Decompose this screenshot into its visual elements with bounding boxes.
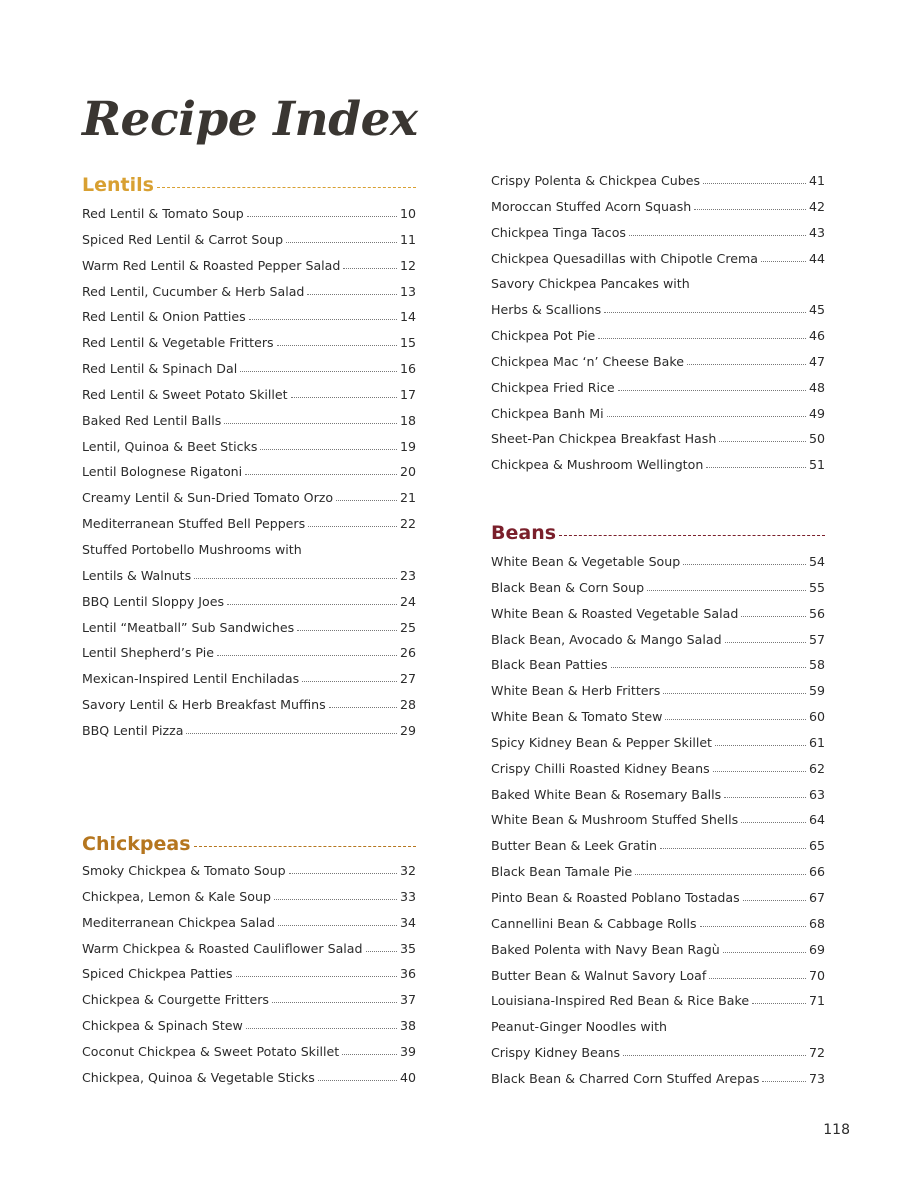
entry-page-number: 68 bbox=[808, 915, 825, 931]
entry-page-number: 15 bbox=[399, 335, 416, 351]
index-entry bbox=[491, 575, 825, 601]
index-entry bbox=[491, 678, 825, 704]
dot-leader bbox=[186, 733, 397, 734]
index-entry bbox=[491, 1040, 825, 1066]
index-entry bbox=[491, 220, 825, 246]
entry-title: White Bean & Herb Fritters bbox=[491, 683, 661, 699]
index-entry bbox=[82, 987, 416, 1013]
entry-page-number: 63 bbox=[808, 786, 825, 802]
beans-section-header bbox=[491, 521, 825, 545]
dot-leader bbox=[278, 925, 397, 926]
entry-title: Chickpea, Quinoa & Vegetable Sticks bbox=[82, 1069, 315, 1085]
entry-title: Black Bean & Corn Soup bbox=[491, 579, 645, 595]
entry-page-number: 36 bbox=[399, 966, 416, 982]
entry-title: Red Lentil & Vegetable Fritters bbox=[82, 335, 274, 351]
index-entry bbox=[82, 563, 416, 589]
index-entry bbox=[82, 884, 416, 910]
index-entry bbox=[491, 652, 825, 678]
entry-title: Mediterranean Stuffed Bell Peppers bbox=[82, 516, 306, 532]
index-entry bbox=[82, 485, 416, 511]
dot-leader bbox=[249, 319, 397, 320]
entry-title: Butter Bean & Walnut Savory Loaf bbox=[491, 967, 707, 983]
dot-leader bbox=[291, 397, 397, 398]
lentils-section bbox=[82, 173, 416, 744]
entry-title: Red Lentil & Spinach Dal bbox=[82, 361, 238, 377]
dot-leader bbox=[660, 848, 806, 849]
index-entry bbox=[491, 323, 825, 349]
entry-page-number: 20 bbox=[399, 464, 416, 480]
index-entry bbox=[82, 537, 416, 563]
entry-title: Pinto Bean & Roasted Poblano Tostadas bbox=[491, 889, 740, 905]
entry-title: Chickpea, Lemon & Kale Soup bbox=[82, 888, 271, 904]
index-entry bbox=[82, 936, 416, 962]
dot-leader bbox=[247, 216, 397, 217]
entry-title: Chickpea & Courgette Fritters bbox=[82, 992, 269, 1008]
entry-title: Crispy Polenta & Chickpea Cubes bbox=[491, 173, 701, 188]
index-entry bbox=[82, 640, 416, 666]
entry-title: Peanut-Ginger Noodles with bbox=[491, 1019, 668, 1035]
index-entry bbox=[82, 1065, 416, 1091]
dot-leader bbox=[245, 474, 397, 475]
dot-leader bbox=[709, 978, 806, 979]
dot-leader bbox=[342, 1054, 397, 1055]
dot-leader bbox=[663, 693, 806, 694]
entry-title: Red Lentil & Sweet Potato Skillet bbox=[82, 386, 288, 402]
beans-section-title: Beans bbox=[491, 522, 557, 544]
entry-title: Smoky Chickpea & Tomato Soup bbox=[82, 863, 286, 878]
entry-title: Warm Chickpea & Roasted Cauliflower Salad bbox=[82, 940, 363, 956]
dot-leader bbox=[598, 338, 806, 339]
entry-page-number: 10 bbox=[399, 206, 416, 221]
entry-title: Chickpea Banh Mi bbox=[491, 405, 604, 421]
entry-page-number: 26 bbox=[399, 645, 416, 661]
entry-title: Baked Polenta with Navy Bean Ragù bbox=[491, 941, 720, 957]
entry-page-number: 17 bbox=[399, 386, 416, 402]
lentils-section-header bbox=[82, 173, 416, 197]
entry-title: Savory Chickpea Pancakes with bbox=[491, 276, 690, 292]
index-entry bbox=[491, 271, 825, 297]
dot-leader bbox=[217, 655, 397, 656]
index-entry bbox=[82, 434, 416, 460]
entry-page-number: 46 bbox=[808, 328, 825, 344]
chickpeas-section-title: Chickpeas bbox=[82, 833, 191, 855]
entry-page-number: 32 bbox=[399, 863, 416, 878]
dot-leader bbox=[289, 873, 397, 874]
index-entry bbox=[82, 356, 416, 382]
dot-leader bbox=[703, 183, 806, 184]
index-entry bbox=[491, 401, 825, 427]
index-entry bbox=[82, 910, 416, 936]
dot-leader bbox=[224, 423, 397, 424]
entry-page-number: 54 bbox=[808, 554, 825, 569]
entry-title: Baked White Bean & Rosemary Balls bbox=[491, 786, 722, 802]
index-entry bbox=[491, 937, 825, 963]
entry-page-number: 34 bbox=[399, 914, 416, 930]
dot-leader bbox=[762, 1081, 806, 1082]
dot-leader bbox=[604, 312, 806, 313]
dot-leader bbox=[611, 667, 806, 668]
index-entry bbox=[82, 615, 416, 641]
entry-title: Cannellini Bean & Cabbage Rolls bbox=[491, 915, 697, 931]
entry-title: BBQ Lentil Sloppy Joes bbox=[82, 593, 225, 609]
index-entry bbox=[82, 382, 416, 408]
dot-leader bbox=[700, 926, 806, 927]
entry-title: Red Lentil & Onion Patties bbox=[82, 309, 246, 325]
index-entry bbox=[491, 1014, 825, 1040]
entry-title: Warm Red Lentil & Roasted Pepper Salad bbox=[82, 257, 341, 273]
index-entry bbox=[491, 426, 825, 452]
entry-page-number: 40 bbox=[399, 1069, 416, 1085]
entry-title: Chickpea Pot Pie bbox=[491, 328, 596, 344]
beans-section-rule bbox=[559, 535, 825, 536]
entry-page-number: 25 bbox=[399, 619, 416, 635]
dot-leader bbox=[366, 951, 397, 952]
dot-leader bbox=[308, 526, 397, 527]
index-entry bbox=[491, 1066, 825, 1092]
entry-title: Spiced Chickpea Patties bbox=[82, 966, 233, 982]
dot-leader bbox=[274, 899, 397, 900]
chickpeas-section bbox=[82, 832, 416, 1091]
entry-page-number: 12 bbox=[399, 257, 416, 273]
entry-page-number: 69 bbox=[808, 941, 825, 957]
dot-leader bbox=[724, 797, 806, 798]
entry-page-number: 38 bbox=[399, 1018, 416, 1034]
dot-leader bbox=[647, 590, 806, 591]
dot-leader bbox=[240, 371, 397, 372]
dot-leader bbox=[302, 681, 397, 682]
index-entry bbox=[491, 807, 825, 833]
entry-page-number: 42 bbox=[808, 198, 825, 214]
chickpeas-section-header bbox=[82, 832, 416, 856]
dot-leader bbox=[329, 707, 397, 708]
entry-title: Chickpea & Spinach Stew bbox=[82, 1018, 243, 1034]
index-entry bbox=[491, 549, 825, 575]
entry-page-number: 64 bbox=[808, 812, 825, 828]
index-entry bbox=[82, 279, 416, 305]
entry-page-number: 45 bbox=[808, 302, 825, 318]
entry-page-number: 60 bbox=[808, 709, 825, 725]
entry-title: Mediterranean Chickpea Salad bbox=[82, 914, 275, 930]
entry-page-number: 33 bbox=[399, 888, 416, 904]
index-entry bbox=[491, 168, 825, 194]
entry-title: White Bean & Mushroom Stuffed Shells bbox=[491, 812, 739, 828]
dot-leader bbox=[318, 1080, 397, 1081]
entry-page-number: 29 bbox=[399, 722, 416, 738]
dot-leader bbox=[618, 390, 806, 391]
entry-page-number: 49 bbox=[808, 405, 825, 421]
index-entry bbox=[82, 718, 416, 744]
dot-leader bbox=[277, 345, 397, 346]
dot-leader bbox=[761, 261, 806, 262]
entry-title: Stuffed Portobello Mushrooms with bbox=[82, 541, 302, 557]
entry-title: Creamy Lentil & Sun-Dried Tomato Orzo bbox=[82, 490, 334, 506]
entry-page-number: 43 bbox=[808, 224, 825, 240]
entry-page-number: 21 bbox=[399, 490, 416, 506]
index-entry bbox=[82, 961, 416, 987]
entry-page-number: 48 bbox=[808, 379, 825, 395]
entry-page-number: 55 bbox=[808, 579, 825, 595]
entry-title: Red Lentil, Cucumber & Herb Salad bbox=[82, 283, 305, 299]
entry-page-number: 51 bbox=[808, 457, 825, 473]
chickpeas-continued-section bbox=[491, 168, 825, 478]
dot-leader bbox=[246, 1028, 397, 1029]
beans-section bbox=[491, 521, 825, 1092]
entry-page-number: 47 bbox=[808, 353, 825, 369]
dot-leader bbox=[343, 268, 397, 269]
index-entry bbox=[491, 627, 825, 653]
index-entry bbox=[82, 253, 416, 279]
entry-page-number: 66 bbox=[808, 864, 825, 880]
entry-page-number: 73 bbox=[808, 1070, 825, 1086]
entry-title: Black Bean, Avocado & Mango Salad bbox=[491, 631, 722, 647]
entry-title: Herbs & Scallions bbox=[491, 302, 602, 318]
index-entry bbox=[82, 666, 416, 692]
entry-title: Sheet-Pan Chickpea Breakfast Hash bbox=[491, 431, 717, 447]
entry-page-number: 41 bbox=[808, 173, 825, 188]
dot-leader bbox=[706, 467, 806, 468]
entry-page-number: 70 bbox=[808, 967, 825, 983]
page-title: Recipe Index bbox=[82, 92, 418, 147]
entry-page-number: 50 bbox=[808, 431, 825, 447]
dot-leader bbox=[623, 1055, 806, 1056]
entry-title: Louisiana-Inspired Red Bean & Rice Bake bbox=[491, 993, 750, 1009]
index-entry bbox=[491, 859, 825, 885]
entry-page-number: 24 bbox=[399, 593, 416, 609]
index-entry bbox=[491, 452, 825, 478]
index-entry bbox=[82, 589, 416, 615]
entry-page-number: 27 bbox=[399, 671, 416, 687]
entry-title: Black Bean Patties bbox=[491, 657, 608, 673]
entry-title: BBQ Lentil Pizza bbox=[82, 722, 184, 738]
index-entry bbox=[82, 1013, 416, 1039]
entry-page-number: 19 bbox=[399, 438, 416, 454]
entry-title: Chickpea Fried Rice bbox=[491, 379, 615, 395]
index-entry bbox=[491, 833, 825, 859]
entry-title: Spiced Red Lentil & Carrot Soup bbox=[82, 231, 284, 247]
entry-title: Mexican-Inspired Lentil Enchiladas bbox=[82, 671, 300, 687]
entry-page-number: 67 bbox=[808, 889, 825, 905]
entry-title: Coconut Chickpea & Sweet Potato Skillet bbox=[82, 1043, 340, 1059]
entry-title: White Bean & Roasted Vegetable Salad bbox=[491, 605, 739, 621]
entry-title: Chickpea Mac ‘n’ Cheese Bake bbox=[491, 353, 684, 369]
index-entry bbox=[491, 963, 825, 989]
index-entry bbox=[82, 201, 416, 227]
dot-leader bbox=[336, 500, 397, 501]
dot-leader bbox=[629, 235, 806, 236]
lentils-entry-list bbox=[82, 201, 416, 744]
entry-page-number: 23 bbox=[399, 567, 416, 583]
entry-title: Crispy Chilli Roasted Kidney Beans bbox=[491, 760, 710, 776]
dot-leader bbox=[260, 449, 397, 450]
dot-leader bbox=[741, 616, 806, 617]
beans-entry-list bbox=[491, 549, 825, 1092]
dot-leader bbox=[236, 976, 397, 977]
entry-title: Chickpea & Mushroom Wellington bbox=[491, 457, 704, 473]
dot-leader bbox=[725, 642, 806, 643]
entry-title: Moroccan Stuffed Acorn Squash bbox=[491, 198, 692, 214]
dot-leader bbox=[665, 719, 806, 720]
index-entry bbox=[491, 375, 825, 401]
entry-title: Chickpea Tinga Tacos bbox=[491, 224, 626, 240]
entry-page-number: 44 bbox=[808, 250, 825, 266]
index-entry bbox=[491, 297, 825, 323]
entry-page-number: 65 bbox=[808, 838, 825, 854]
dot-leader bbox=[743, 900, 806, 901]
chickpeas-section-rule bbox=[194, 846, 417, 847]
index-entry bbox=[491, 194, 825, 220]
dot-leader bbox=[694, 209, 806, 210]
entry-title: Savory Lentil & Herb Breakfast Muffins bbox=[82, 697, 326, 713]
entry-title: Red Lentil & Tomato Soup bbox=[82, 206, 244, 221]
dot-leader bbox=[715, 745, 806, 746]
dot-leader bbox=[741, 822, 806, 823]
entry-title: Lentil “Meatball” Sub Sandwiches bbox=[82, 619, 295, 635]
chickpeas-entry-list bbox=[82, 858, 416, 1091]
entry-page-number: 58 bbox=[808, 657, 825, 673]
index-entry bbox=[491, 756, 825, 782]
entry-page-number: 16 bbox=[399, 361, 416, 377]
entry-title: Crispy Kidney Beans bbox=[491, 1045, 621, 1061]
dot-leader bbox=[297, 630, 397, 631]
entry-page-number: 59 bbox=[808, 683, 825, 699]
dot-leader bbox=[307, 294, 397, 295]
entry-page-number: 13 bbox=[399, 283, 416, 299]
dot-leader bbox=[719, 441, 806, 442]
dot-leader bbox=[687, 364, 806, 365]
entry-title: Lentils & Walnuts bbox=[82, 567, 192, 583]
dot-leader bbox=[286, 242, 397, 243]
entry-title: Black Bean Tamale Pie bbox=[491, 864, 633, 880]
entry-title: Lentil Bolognese Rigatoni bbox=[82, 464, 243, 480]
index-entry bbox=[82, 227, 416, 253]
entry-title: Chickpea Quesadillas with Chipotle Crema bbox=[491, 250, 758, 266]
entry-title: White Bean & Vegetable Soup bbox=[491, 554, 681, 569]
index-entry bbox=[82, 858, 416, 884]
entry-page-number: 28 bbox=[399, 697, 416, 713]
dot-leader bbox=[272, 1002, 397, 1003]
entry-page-number: 56 bbox=[808, 605, 825, 621]
index-entry bbox=[491, 704, 825, 730]
page-number: 118 bbox=[823, 1122, 850, 1138]
index-entry bbox=[491, 246, 825, 272]
entry-title: Baked Red Lentil Balls bbox=[82, 412, 222, 428]
entry-page-number: 37 bbox=[399, 992, 416, 1008]
entry-page-number: 72 bbox=[808, 1045, 825, 1061]
index-entry bbox=[491, 349, 825, 375]
entry-page-number: 61 bbox=[808, 734, 825, 750]
entry-page-number: 14 bbox=[399, 309, 416, 325]
index-entry bbox=[82, 511, 416, 537]
index-entry bbox=[82, 304, 416, 330]
entry-page-number: 39 bbox=[399, 1043, 416, 1059]
index-entry bbox=[491, 911, 825, 937]
dot-leader bbox=[683, 564, 806, 565]
entry-page-number: 62 bbox=[808, 760, 825, 776]
entry-page-number: 71 bbox=[808, 993, 825, 1009]
index-entry bbox=[491, 782, 825, 808]
entry-page-number: 22 bbox=[399, 516, 416, 532]
index-entry bbox=[491, 885, 825, 911]
lentils-section-title: Lentils bbox=[82, 174, 154, 196]
dot-leader bbox=[607, 416, 806, 417]
entry-page-number: 57 bbox=[808, 631, 825, 647]
index-entry bbox=[82, 330, 416, 356]
index-entry bbox=[82, 1039, 416, 1065]
dot-leader bbox=[752, 1003, 806, 1004]
dot-leader bbox=[635, 874, 806, 875]
entry-title: Butter Bean & Leek Gratin bbox=[491, 838, 658, 854]
entry-page-number: 35 bbox=[399, 940, 416, 956]
index-entry bbox=[82, 408, 416, 434]
index-entry bbox=[82, 692, 416, 718]
entry-title: Lentil, Quinoa & Beet Sticks bbox=[82, 438, 258, 454]
lentils-section-rule bbox=[157, 187, 416, 188]
entry-title: Lentil Shepherd’s Pie bbox=[82, 645, 214, 661]
entry-title: Black Bean & Charred Corn Stuffed Arepas bbox=[491, 1070, 760, 1086]
dot-leader bbox=[723, 952, 806, 953]
dot-leader bbox=[227, 604, 397, 605]
index-entry bbox=[491, 601, 825, 627]
entry-title: Spicy Kidney Bean & Pepper Skillet bbox=[491, 734, 712, 750]
entry-page-number: 18 bbox=[399, 412, 416, 428]
index-entry bbox=[491, 988, 825, 1014]
index-entry bbox=[82, 459, 416, 485]
index-entry bbox=[491, 730, 825, 756]
entry-page-number: 11 bbox=[399, 231, 416, 247]
dot-leader bbox=[713, 771, 806, 772]
chickpeas-continued-entry-list bbox=[491, 168, 825, 478]
dot-leader bbox=[194, 578, 397, 579]
entry-title: White Bean & Tomato Stew bbox=[491, 709, 663, 725]
